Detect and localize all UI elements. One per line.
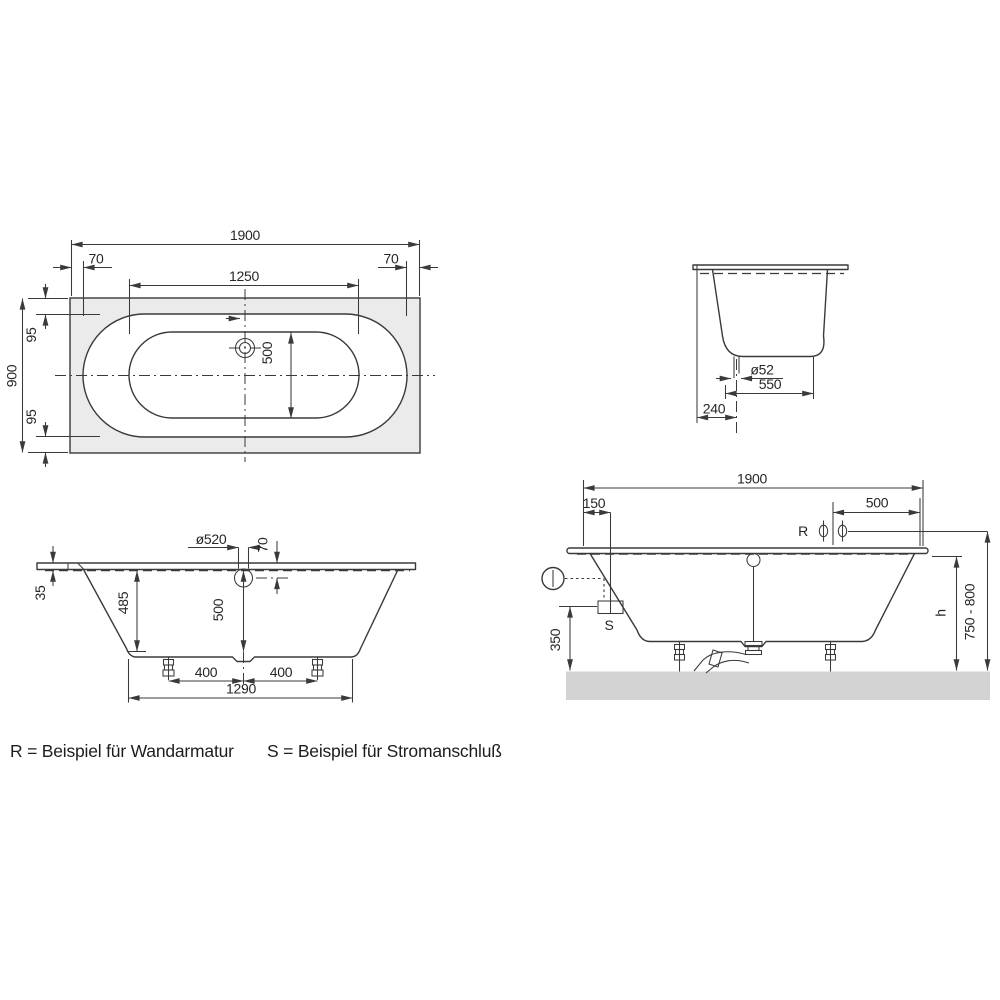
tub-shell-side bbox=[84, 570, 399, 662]
floor-slab bbox=[566, 672, 990, 701]
dim-side-depth-center: 500 bbox=[210, 598, 226, 622]
label-r: R bbox=[798, 523, 808, 539]
dim-plan-offset-left: 70 bbox=[88, 250, 104, 267]
dim-plan-margin-bottom: 95 bbox=[23, 409, 39, 425]
wall-tap-icon bbox=[819, 521, 827, 542]
dim-side-drain-label: ø520 bbox=[195, 531, 227, 547]
plan-view bbox=[4, 227, 439, 467]
dim-end-drain-offset: 240 bbox=[702, 400, 726, 417]
dim-side-foot-left: 400 bbox=[194, 664, 218, 680]
dim-install-floor-clearance: 350 bbox=[547, 628, 563, 652]
dim-plan-length: 1900 bbox=[230, 227, 260, 243]
dim-install-tap-offset: 150 bbox=[582, 495, 606, 511]
dim-side-rim-thickness: 35 bbox=[32, 585, 48, 601]
tub-rim-end bbox=[693, 265, 848, 270]
dim-plan-offset-right: 70 bbox=[383, 250, 399, 267]
dim-plan-margin-top: 95 bbox=[23, 327, 39, 343]
power-connection-icon bbox=[542, 568, 604, 600]
installation-view bbox=[542, 471, 990, 701]
rim-step bbox=[68, 564, 84, 570]
adjustable-foot-icon bbox=[826, 642, 836, 672]
legend-s-text: S = Beispiel für Stromanschluß bbox=[267, 741, 502, 761]
dim-side-rim-to-drain: 70 bbox=[254, 537, 271, 553]
tub-shell-install bbox=[590, 554, 915, 647]
tub-shell-end bbox=[713, 270, 828, 357]
tub-rim-install bbox=[567, 548, 928, 554]
tub-rim-side bbox=[37, 563, 416, 570]
adjustable-foot-icon bbox=[163, 657, 174, 680]
dim-plan-inner-length: 1250 bbox=[229, 268, 259, 284]
dim-install-height-range: 750 - 800 bbox=[961, 583, 978, 641]
legend bbox=[10, 741, 502, 761]
label-s: S bbox=[604, 617, 614, 633]
dim-end-drain-diameter: ø52 bbox=[750, 361, 774, 378]
dim-install-tap-span: 500 bbox=[865, 494, 889, 511]
dim-install-length: 1900 bbox=[737, 470, 767, 487]
dim-plan-width: 900 bbox=[3, 364, 20, 388]
wall-tap-icon bbox=[838, 521, 846, 542]
side-view bbox=[32, 531, 416, 703]
dim-side-depth-outer: 485 bbox=[115, 591, 131, 615]
dim-install-height-symbol: h bbox=[932, 609, 949, 617]
legend-r-text: R = Beispiel für Wandarmatur bbox=[10, 741, 234, 761]
end-view bbox=[693, 265, 848, 436]
dim-end-drain-spacing: 550 bbox=[758, 376, 782, 392]
adjustable-foot-icon bbox=[312, 657, 323, 680]
dim-plan-inner-width: 500 bbox=[259, 341, 275, 365]
adjustable-foot-icon bbox=[675, 642, 685, 672]
dim-side-foot-right: 400 bbox=[269, 664, 293, 680]
dim-side-base-length: 1290 bbox=[226, 680, 256, 697]
overflow-icon bbox=[747, 554, 760, 567]
